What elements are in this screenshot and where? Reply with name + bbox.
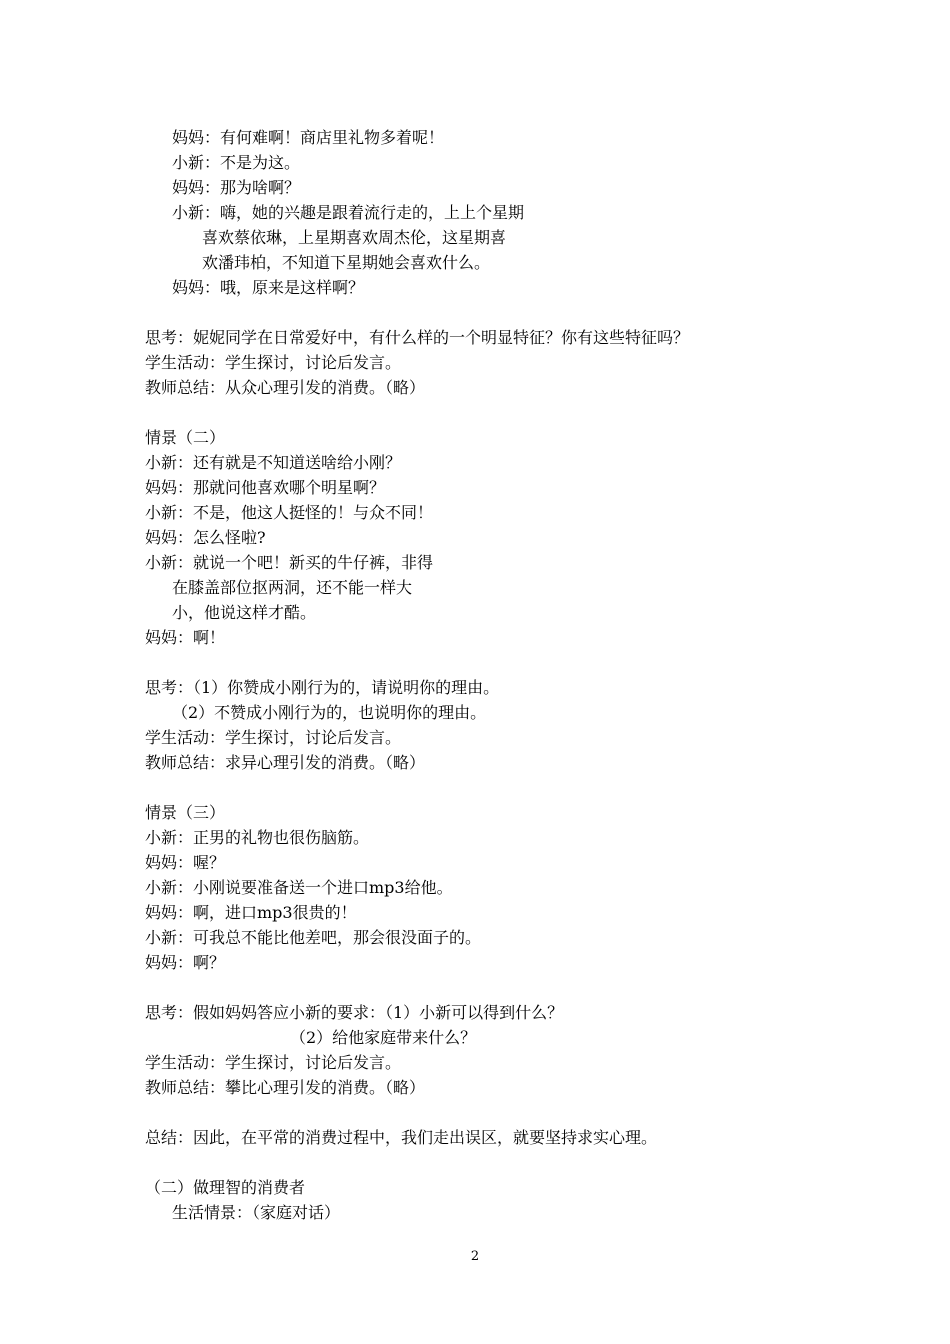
teacher-summary: 教师总结：求异心理引发的消费。（略）	[145, 753, 426, 772]
dialogue-line: 妈妈：啊！	[145, 628, 226, 647]
thinking-question: 思考：假如妈妈答应小新的要求：（1）小新可以得到什么？	[145, 1003, 564, 1022]
dialogue-line: 妈妈：有何难啊！商店里礼物多着呢！	[172, 128, 445, 147]
dialogue-line: 妈妈：啊？	[145, 953, 226, 972]
dialogue-line: 小新：还有就是不知道送啥给小刚？	[145, 453, 402, 472]
student-activity: 学生活动：学生探讨，讨论后发言。	[145, 353, 402, 372]
dialogue-continuation: 欢潘玮柏，不知道下星期她会喜欢什么。	[202, 253, 491, 272]
thinking-question-continuation: （2）不赞成小刚行为的，也说明你的理由。	[172, 703, 487, 722]
dialogue-line: 小新：不是为这。	[172, 153, 301, 172]
page-number: 2	[470, 1249, 480, 1264]
dialogue-line: 小新：嗨，她的兴趣是跟着流行走的，上上个星期	[172, 203, 525, 222]
student-activity: 学生活动：学生探讨，讨论后发言。	[145, 1053, 402, 1072]
dialogue-continuation: 在膝盖部位抠两洞，还不能一样大	[172, 578, 413, 597]
thinking-question: 思考：（1）你赞成小刚行为的，请说明你的理由。	[145, 678, 500, 697]
dialogue-line: 妈妈：喔？	[145, 853, 226, 872]
dialogue-line: 小新：就说一个吧！新买的牛仔裤，非得	[145, 553, 434, 572]
dialogue-continuation: 喜欢蔡依琳，上星期喜欢周杰伦，这星期喜	[202, 228, 507, 247]
thinking-question-continuation: （2）给他家庭带来什么？	[290, 1028, 477, 1047]
section-heading: （二）做理智的消费者	[145, 1178, 306, 1197]
dialogue-line: 妈妈：怎么怪啦?	[145, 528, 266, 547]
thinking-question: 思考：妮妮同学在日常爱好中，有什么样的一个明显特征？你有这些特征吗？	[145, 328, 690, 347]
life-scene-label: 生活情景：（家庭对话）	[172, 1203, 341, 1222]
student-activity: 学生活动：学生探讨，讨论后发言。	[145, 728, 402, 747]
teacher-summary: 教师总结：从众心理引发的消费。（略）	[145, 378, 426, 397]
dialogue-line: 小新：小刚说要准备送一个进口mp3给他。	[145, 878, 453, 897]
dialogue-line: 小新：正男的礼物也很伤脑筋。	[145, 828, 370, 847]
dialogue-line: 小新：可我总不能比他差吧，那会很没面子的。	[145, 928, 482, 947]
dialogue-continuation: 小，他说这样才酷。	[172, 603, 317, 622]
dialogue-line: 妈妈：哦，原来是这样啊？	[172, 278, 365, 297]
scene-heading: 情景（三）	[145, 803, 226, 822]
scene-heading: 情景（二）	[145, 428, 226, 447]
summary-paragraph: 总结：因此，在平常的消费过程中，我们走出误区，就要坚持求实心理。	[145, 1128, 658, 1147]
dialogue-line: 小新：不是，他这人挺怪的！与众不同！	[145, 503, 434, 522]
dialogue-line: 妈妈：那为啥啊？	[172, 178, 301, 197]
dialogue-line: 妈妈：那就问他喜欢哪个明星啊？	[145, 478, 386, 497]
teacher-summary: 教师总结：攀比心理引发的消费。（略）	[145, 1078, 426, 1097]
dialogue-line: 妈妈：啊，进口mp3很贵的！	[145, 903, 357, 922]
